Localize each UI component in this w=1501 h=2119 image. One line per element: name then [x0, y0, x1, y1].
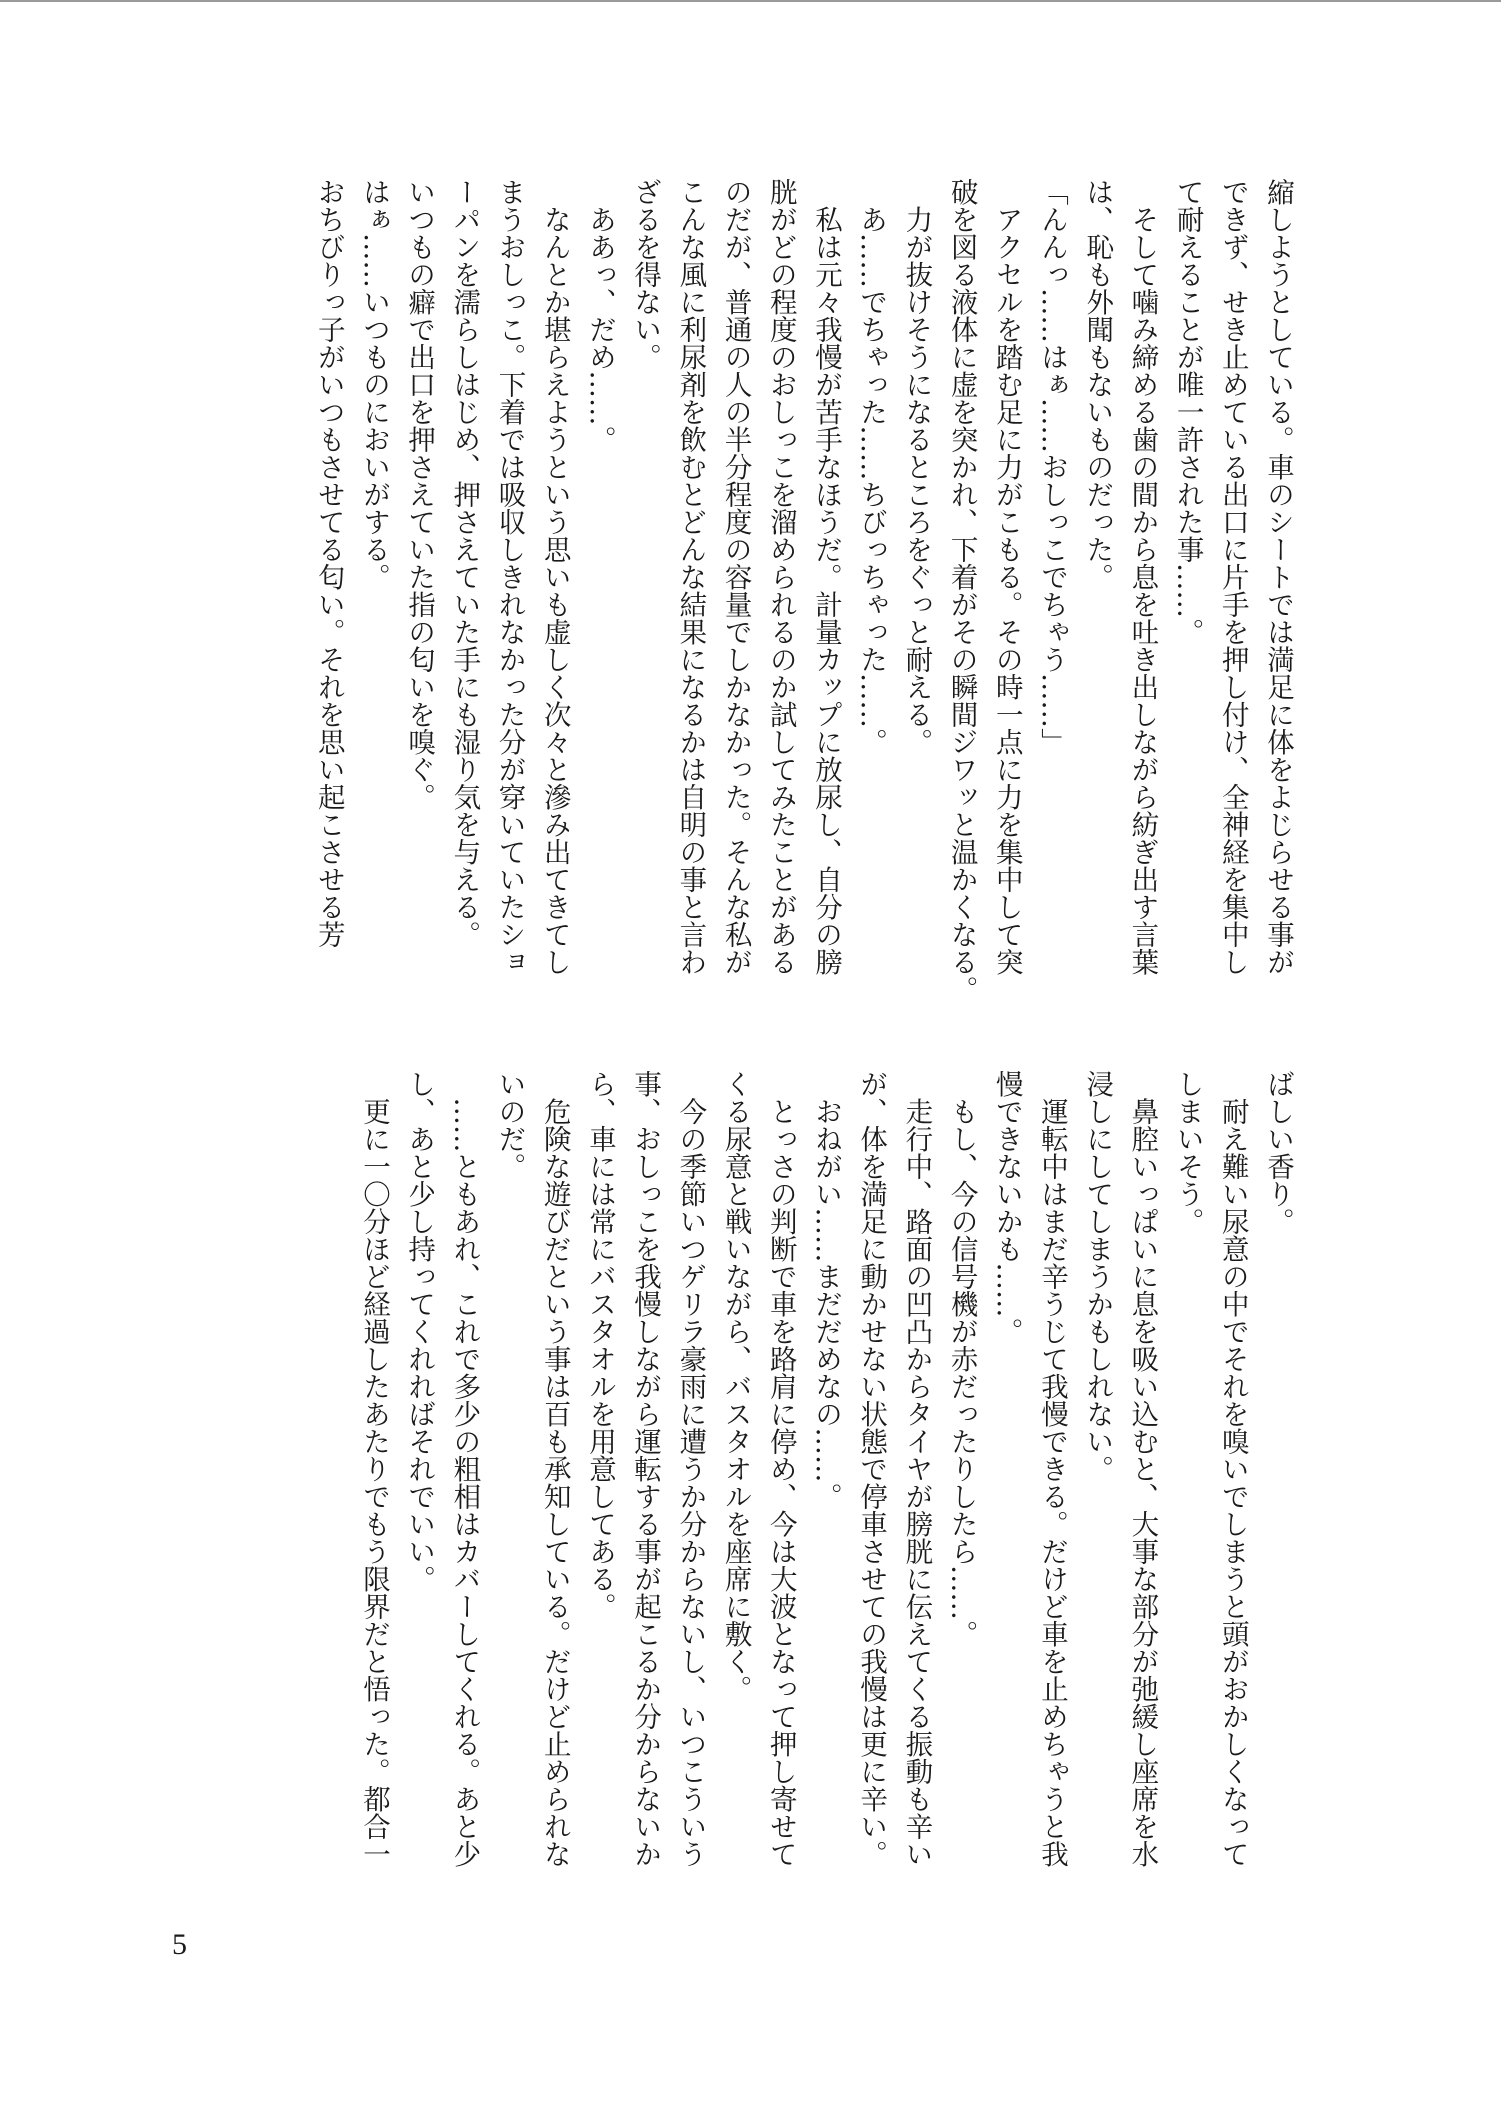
text-line: はぁ……いつものにおいがする。 — [357, 178, 390, 591]
text-line: のだが、普通の人の半分程度の容量でしかなかった。そんな私が — [719, 178, 752, 976]
text-line: し、あと少し持ってくれればそれでいい。 — [403, 1070, 436, 1593]
text-line: 力が抜けそうになるところをぐっと耐える。 — [900, 178, 933, 756]
text-line: しまいそう。 — [1171, 1070, 1204, 1235]
text-line: は、恥も外聞もないものだった。 — [1081, 178, 1114, 591]
text-line: いのだ。 — [493, 1070, 526, 1180]
text-line: できず、せき止めている出口に片手を押し付け、全神経を集中し — [1216, 178, 1249, 976]
text-line: 浸しにしてしまうかもしれない。 — [1081, 1070, 1114, 1483]
text-line: アクセルを踏む足に力がこもる。その時一点に力を集中して突 — [990, 178, 1023, 976]
text-line: 今の季節いつゲリラ豪雨に遭うか分からないし、いつこういう — [674, 1070, 707, 1868]
text-line: まうおしっこ。下着では吸収しきれなかった分が穿いていたショ — [493, 178, 526, 976]
text-line: ーパンを濡らしはじめ、押さえていた手にも湿り気を与える。 — [448, 178, 481, 948]
text-line: ら、車には常にバスタオルを用意してある。 — [583, 1070, 616, 1620]
text-line: 私は元々我慢が苦手なほうだ。計量カップに放尿し、自分の膀 — [809, 178, 842, 976]
text-line: ざるを得ない。 — [629, 178, 662, 371]
text-line: くる尿意と戦いながら、バスタオルを座席に敷く。 — [719, 1070, 752, 1703]
text-line: ああっ、だめ……。 — [583, 178, 616, 453]
text-line: 胱がどの程度のおしっこを溜められるのか試してみたことがある — [764, 178, 797, 976]
text-line: とっさの判断で車を路肩に停め、今は大波となって押し寄せて — [764, 1070, 797, 1868]
text-line: て耐えることが唯一許された事……。 — [1171, 178, 1204, 646]
text-line: 耐え難い尿意の中でそれを嗅いでしまうと頭がおかしくなって — [1216, 1070, 1249, 1868]
text-line: 縮しようとしている。車のシートでは満足に体をよじらせる事が — [1262, 178, 1294, 976]
text-line: 事、おしっこを我慢しながら運転する事が起こるか分からないか — [629, 1070, 662, 1868]
text-line: ばしい香り。 — [1262, 1070, 1294, 1235]
text-line: が、体を満足に動かせない状態で停車させての我慢は更に辛い。 — [855, 1070, 888, 1868]
text-line: あ……でちゃった……ちびっちゃった……。 — [855, 178, 888, 756]
text-line: いつもの癖で出口を押さえていた指の匂いを嗅ぐ。 — [403, 178, 436, 811]
text-line: なんとか堪らえようという思いも虚しく次々と滲み出てきてし — [538, 178, 571, 976]
text-line: ……ともあれ、これで多少の粗相はカバーしてくれる。あと少 — [448, 1070, 481, 1868]
top-border-rule — [0, 0, 1501, 2]
text-line: 慢できないかも……。 — [990, 1070, 1023, 1345]
text-line: 「んんっ……はぁ……おしっこでちゃう……」 — [1035, 178, 1068, 756]
text-line: 危険な遊びだという事は百も承知している。だけど止められな — [538, 1070, 571, 1868]
text-block-upper — [170, 178, 1300, 1018]
text-line: もし、今の信号機が赤だったりしたら……。 — [945, 1070, 978, 1648]
text-block-lower — [170, 1070, 1300, 1910]
page-number: 5 — [172, 1928, 187, 1961]
text-line: そして噛み締める歯の間から息を吐き出しながら紡ぎ出す言葉 — [1126, 178, 1159, 976]
text-line: おねがい……まだだめなの……。 — [809, 1070, 842, 1510]
text-line: 走行中、路面の凹凸からタイヤが膀胱に伝えてくる振動も辛い — [900, 1070, 933, 1868]
text-line: おちびりっ子がいつもさせてる匂い。それを思い起こさせる芳 — [312, 178, 345, 948]
text-line: 破を図る液体に虚を突かれ、下着がその瞬間ジワッと温かくなる。 — [945, 178, 978, 1003]
text-line: 運転中はまだ辛うじて我慢できる。だけど車を止めちゃうと我 — [1035, 1070, 1068, 1868]
text-line: こんな風に利尿剤を飲むとどんな結果になるかは自明の事と言わ — [674, 178, 707, 976]
text-line: 鼻腔いっぱいに息を吸い込むと、大事な部分が弛緩し座席を水 — [1126, 1070, 1159, 1868]
text-line: 更に一〇分ほど経過したあたりでもう限界だと悟った。都合一 — [357, 1070, 390, 1868]
